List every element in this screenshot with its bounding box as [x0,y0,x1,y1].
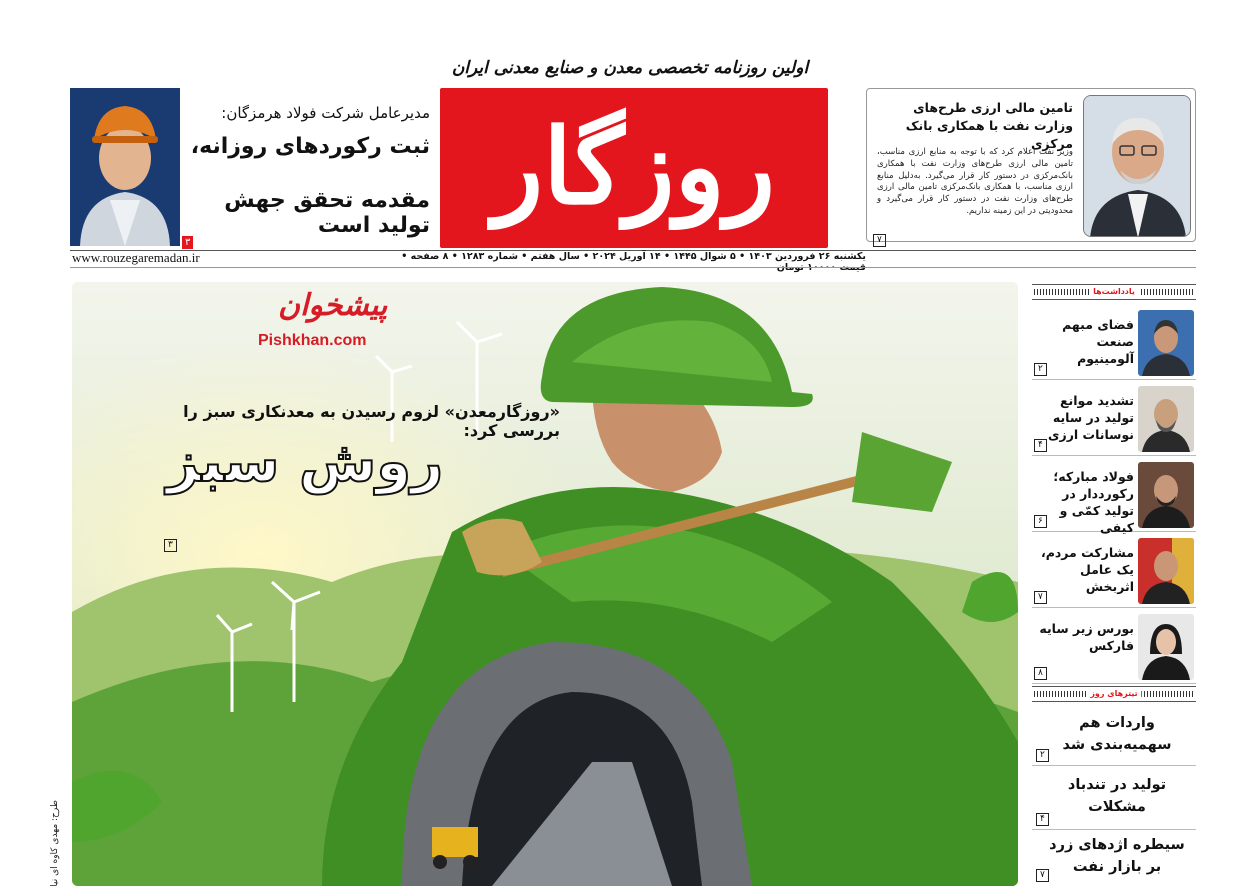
top-right-story[interactable] [866,88,1196,245]
note-title: فولاد مبارکه؛ رکورددار در تولید کمّی و کیفی [1053,469,1134,535]
sidebar [1032,282,1196,886]
design-credit: طرح: مهدی کاوه ای نیا [50,800,60,887]
note-title: بورس زیر سایه فارکس [1039,621,1134,653]
sidebar-headline[interactable] [1032,768,1196,830]
notes-label: یادداشت‌ها [1089,287,1139,296]
main-cover-image[interactable] [72,282,1018,886]
author-photo [1138,310,1194,376]
notes-header [1032,284,1196,300]
page-reference[interactable]: ۸ [1034,667,1047,680]
tagline: اولین روزنامه تخصصی معدن و صنایع معدنی ایران [451,58,809,78]
headline-text: تولید در تندباد مشکلات [1067,777,1167,815]
issue-info: یکشنبه ۲۶ فروردین ۱۴۰۳ • ۵ شوال ۱۴۴۵ • ۱۴ آوریل ۲۰۲۴ • سال هفتم • شماره ۱۲۸۳ • ۸ صفحه • [401,251,866,262]
author-photo [1138,386,1194,452]
newspaper-logo: روزگار [492,105,776,228]
page-reference[interactable]: ۷ [873,234,886,247]
page-reference[interactable]: ۳ [182,236,193,249]
sidebar-note[interactable] [1032,458,1196,535]
page-reference[interactable]: ۷ [1036,869,1049,882]
story-body: وزیر نفت اعلام کرد که با توجه به منابع ارزی مناسب، تامین مالی ارزی طرح‌های وزارت نفت با همکاری بانک‌مرکزی در دستور کار قرار می‌گیرد. به‌دلیل منابع ارزی مناسب، با همکاری بانک‌مرکزی تامین مالی ارزی طرح‌های وزارت نفت در دستور کار قرار می‌گیرد و محدودیتی در این زمینه نداریم. [877,147,1073,216]
website-link[interactable]: www.rouzegaremadan.ir [72,250,200,265]
page-reference[interactable]: ۴ [1036,813,1049,826]
sidebar-note[interactable] [1032,306,1196,380]
sidebar-headline[interactable] [1032,832,1196,884]
executive-photo [70,88,180,246]
main-headline: روش سبز [166,430,444,495]
minister-photo [1083,95,1191,237]
sidebar-note[interactable] [1032,610,1196,684]
story-lead: مدیرعامل شرکت فولاد هرمزگان: [221,104,430,122]
sidebar-headline[interactable] [1032,706,1196,766]
note-title: تشدید موانع تولید در سایه نوسانات ارزی [1048,393,1134,442]
watermark-url: Pishkhan.com [258,332,367,349]
note-title: فضای مبهم صنعت آلومینیوم [1062,317,1134,366]
sidebar-note[interactable] [1032,534,1196,608]
top-left-story[interactable] [70,88,430,246]
story-headline-2: مقدمه تحقق جهش تولید است [224,188,430,238]
headline-text: سیطره اژدهای زرد بر بازار نفت [1049,837,1185,875]
news-header [1032,686,1196,702]
page-reference[interactable]: ۳ [164,539,177,552]
page-reference[interactable]: ۷ [1034,591,1047,604]
page-reference[interactable]: ۴ [1034,439,1047,452]
hatch-decoration [1132,289,1194,295]
main-subtitle: «روزگارمعدن» لزوم رسیدن به معدنکاری سبز را بررسی کرد: [183,402,560,440]
divider [70,267,1196,268]
author-photo [1138,614,1194,680]
author-photo [1138,538,1194,604]
masthead[interactable] [440,88,828,248]
story-headline-1: ثبت رکوردهای روزانه، [190,134,430,159]
headline-text: واردات هم سهمیه‌بندی شد [1062,715,1172,753]
sidebar-note[interactable] [1032,382,1196,456]
story-title: تامین مالی ارزی طرح‌های وزارت نفت با همکاری بانک مرکزی [905,100,1073,151]
news-label: تیترهای روز [1086,689,1141,698]
page-reference[interactable]: ۲ [1036,749,1049,762]
author-photo [1138,462,1194,528]
note-title: مشارکت مردم، یک عامل اثربخش [1040,545,1134,594]
hatch-decoration [1034,289,1096,295]
page-reference[interactable]: ۶ [1034,515,1047,528]
watermark-logo: پیشخوان [278,288,388,323]
page-reference[interactable]: ۲ [1034,363,1047,376]
